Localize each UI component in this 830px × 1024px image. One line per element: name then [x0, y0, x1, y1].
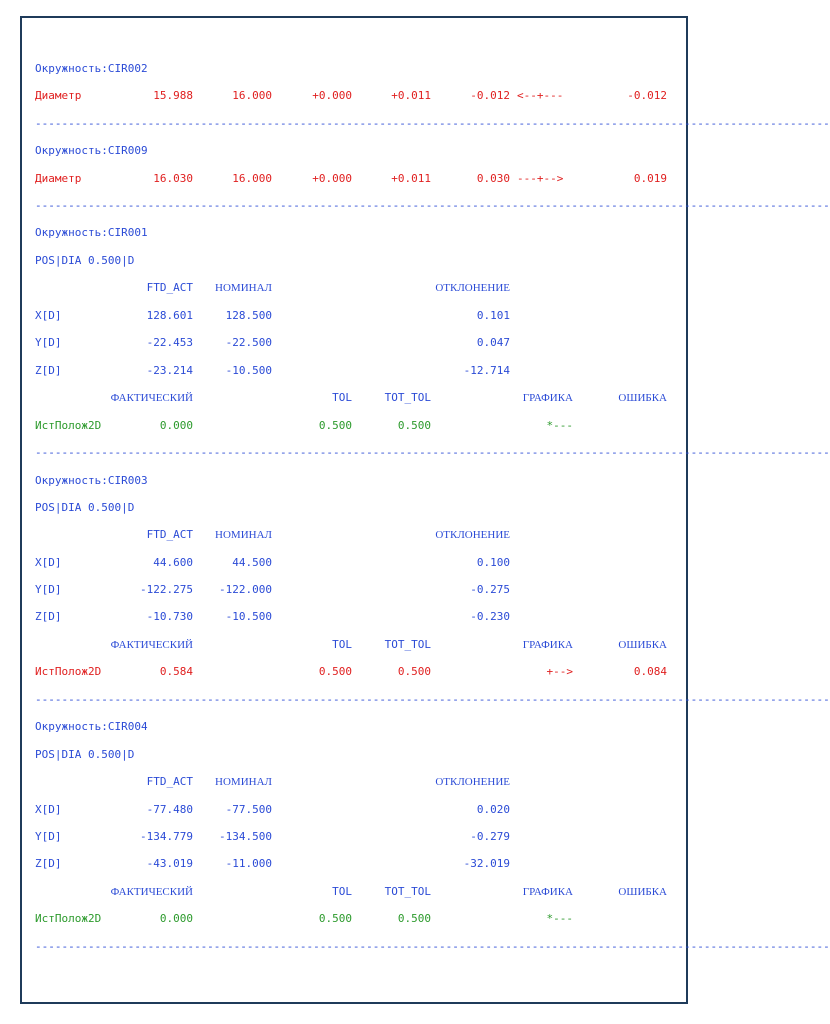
error-header: ОШИБКА	[618, 392, 667, 404]
result-row	[0, 419, 708, 433]
actual-header: ФАКТИЧЕСКИЙ	[110, 639, 193, 651]
feature-title: Окружность:CIR001	[35, 226, 148, 239]
actual-value: 15.988	[153, 89, 193, 102]
row-name: Диаметр	[35, 89, 82, 102]
result-actual: 0.000	[159, 912, 193, 925]
result-name: ИстПолож2D	[35, 665, 102, 678]
deviation-value: -0.012	[470, 89, 510, 102]
nominal-header: НОМИНАЛ	[215, 282, 272, 294]
coord-row-x	[0, 803, 708, 817]
coord-deviation: 0.101	[476, 309, 510, 322]
result-actual: 0.000	[159, 419, 193, 432]
coord-actual: -23.214	[146, 364, 193, 377]
result-graph: *---	[546, 912, 573, 925]
coord-deviation: 0.100	[476, 556, 510, 569]
result-tot-tol: 0.500	[397, 665, 431, 678]
coord-deviation: -12.714	[463, 364, 510, 377]
actual-header: ФАКТИЧЕСКИЙ	[110, 392, 193, 404]
result-tol: 0.500	[318, 419, 352, 432]
coord-deviation: -0.230	[470, 610, 510, 623]
block-title-cir004	[0, 720, 708, 734]
result-header-row	[0, 885, 708, 899]
ftd-act-header: FTD_ACT	[146, 281, 193, 294]
pos-spec-row	[0, 748, 708, 762]
graph-value: <--+---	[517, 89, 564, 102]
separator-line: ------------------------------------------------------------------------------------------------------------------------	[35, 693, 830, 706]
block-title-cir002	[0, 62, 708, 76]
coord-row-y	[0, 583, 708, 597]
block-title-cir009	[0, 144, 708, 158]
diameter-row	[0, 89, 708, 103]
coord-deviation: 0.047	[476, 336, 510, 349]
separator-line: ------------------------------------------------------------------------------------------------------------------------	[35, 446, 830, 459]
coord-actual: 128.601	[146, 309, 193, 322]
coord-nominal: -10.500	[225, 364, 272, 377]
minus-tol-value: +0.011	[391, 89, 431, 102]
graph-header: ГРАФИКА	[522, 886, 573, 898]
result-graph: +-->	[546, 665, 573, 678]
coord-nominal: 44.500	[232, 556, 272, 569]
coord-nominal: -11.000	[225, 857, 272, 870]
pos-spec-row	[0, 501, 708, 515]
tot-tol-header: TOT_TOL	[384, 391, 431, 404]
result-error: 0.084	[633, 665, 667, 678]
ftd-act-header: FTD_ACT	[146, 775, 193, 788]
coord-label: Z[D]	[35, 364, 62, 377]
pos-spec-row	[0, 254, 708, 268]
result-header-row	[0, 391, 708, 405]
coord-header-row	[0, 281, 708, 295]
deviation-header: ОТКЛОНЕНИЕ	[435, 529, 510, 541]
tol-header: TOL	[332, 885, 352, 898]
graph-value: ---+-->	[517, 172, 564, 185]
coord-header-row	[0, 528, 708, 542]
separator-line: ------------------------------------------------------------------------------------------------------------------------	[35, 940, 830, 953]
separator-line: ------------------------------------------------------------------------------------------------------------------------	[35, 199, 830, 212]
coord-row-z	[0, 364, 708, 378]
coord-label: Y[D]	[35, 336, 62, 349]
coord-actual: -22.453	[146, 336, 193, 349]
coord-deviation: -32.019	[463, 857, 510, 870]
result-header-row	[0, 638, 708, 652]
feature-title: Окружность:CIR003	[35, 474, 148, 487]
coord-actual: -77.480	[146, 803, 193, 816]
actual-value: 16.030	[153, 172, 193, 185]
feature-title: Окружность:CIR009	[35, 144, 148, 157]
coord-row-x	[0, 309, 708, 323]
coord-label: Z[D]	[35, 857, 62, 870]
coord-deviation: -0.275	[470, 583, 510, 596]
coord-deviation: 0.020	[476, 803, 510, 816]
error-value: -0.012	[627, 89, 667, 102]
result-tol: 0.500	[318, 912, 352, 925]
coord-actual: 44.600	[153, 556, 193, 569]
error-header: ОШИБКА	[618, 886, 667, 898]
result-name: ИстПолож2D	[35, 912, 102, 925]
coord-row-z	[0, 610, 708, 624]
deviation-value: 0.030	[476, 172, 510, 185]
coord-row-z	[0, 857, 708, 871]
result-tot-tol: 0.500	[397, 912, 431, 925]
coord-header-row	[0, 775, 708, 789]
pos-spec: POS|DIA 0.500|D	[35, 254, 135, 267]
tot-tol-header: TOT_TOL	[384, 885, 431, 898]
result-graph: *---	[546, 419, 573, 432]
result-row	[0, 912, 708, 926]
tot-tol-header: TOT_TOL	[384, 638, 431, 651]
coord-label: X[D]	[35, 556, 62, 569]
coord-actual: -10.730	[146, 610, 193, 623]
result-name: ИстПолож2D	[35, 419, 102, 432]
tol-header: TOL	[332, 391, 352, 404]
plus-tol-value: +0.000	[312, 89, 352, 102]
coord-nominal: 128.500	[225, 309, 272, 322]
result-tot-tol: 0.500	[397, 419, 431, 432]
coord-nominal: -10.500	[225, 610, 272, 623]
result-row	[0, 665, 708, 679]
row-name: Диаметр	[35, 172, 82, 185]
nominal-header: НОМИНАЛ	[215, 776, 272, 788]
nominal-value: 16.000	[232, 172, 272, 185]
coord-actual: -43.019	[146, 857, 193, 870]
minus-tol-value: +0.011	[391, 172, 431, 185]
feature-title: Окружность:CIR004	[35, 720, 148, 733]
coord-nominal: -122.000	[219, 583, 272, 596]
coord-nominal: -77.500	[225, 803, 272, 816]
graph-header: ГРАФИКА	[522, 639, 573, 651]
coord-row-y	[0, 830, 708, 844]
coord-row-y	[0, 336, 708, 350]
error-value: 0.019	[633, 172, 667, 185]
deviation-header: ОТКЛОНЕНИЕ	[435, 282, 510, 294]
coord-deviation: -0.279	[470, 830, 510, 843]
plus-tol-value: +0.000	[312, 172, 352, 185]
ftd-act-header: FTD_ACT	[146, 528, 193, 541]
pos-spec: POS|DIA 0.500|D	[35, 748, 135, 761]
coord-label: X[D]	[35, 309, 62, 322]
error-header: ОШИБКА	[618, 639, 667, 651]
block-title-cir003	[0, 474, 708, 488]
coord-nominal: -134.500	[219, 830, 272, 843]
coord-actual: -122.275	[140, 583, 193, 596]
block-title-cir001	[0, 226, 708, 240]
feature-title: Окружность:CIR002	[35, 62, 148, 75]
pos-spec: POS|DIA 0.500|D	[35, 501, 135, 514]
result-tol: 0.500	[318, 665, 352, 678]
coord-label: Z[D]	[35, 610, 62, 623]
coord-row-x	[0, 556, 708, 570]
nominal-value: 16.000	[232, 89, 272, 102]
actual-header: ФАКТИЧЕСКИЙ	[110, 886, 193, 898]
coord-label: Y[D]	[35, 830, 62, 843]
separator-line: ------------------------------------------------------------------------------------------------------------------------	[35, 117, 830, 130]
diameter-row	[0, 172, 708, 186]
result-actual: 0.584	[159, 665, 193, 678]
graph-header: ГРАФИКА	[522, 392, 573, 404]
coord-nominal: -22.500	[225, 336, 272, 349]
coord-label: Y[D]	[35, 583, 62, 596]
coord-label: X[D]	[35, 803, 62, 816]
nominal-header: НОМИНАЛ	[215, 529, 272, 541]
coord-actual: -134.779	[140, 830, 193, 843]
tol-header: TOL	[332, 638, 352, 651]
deviation-header: ОТКЛОНЕНИЕ	[435, 776, 510, 788]
